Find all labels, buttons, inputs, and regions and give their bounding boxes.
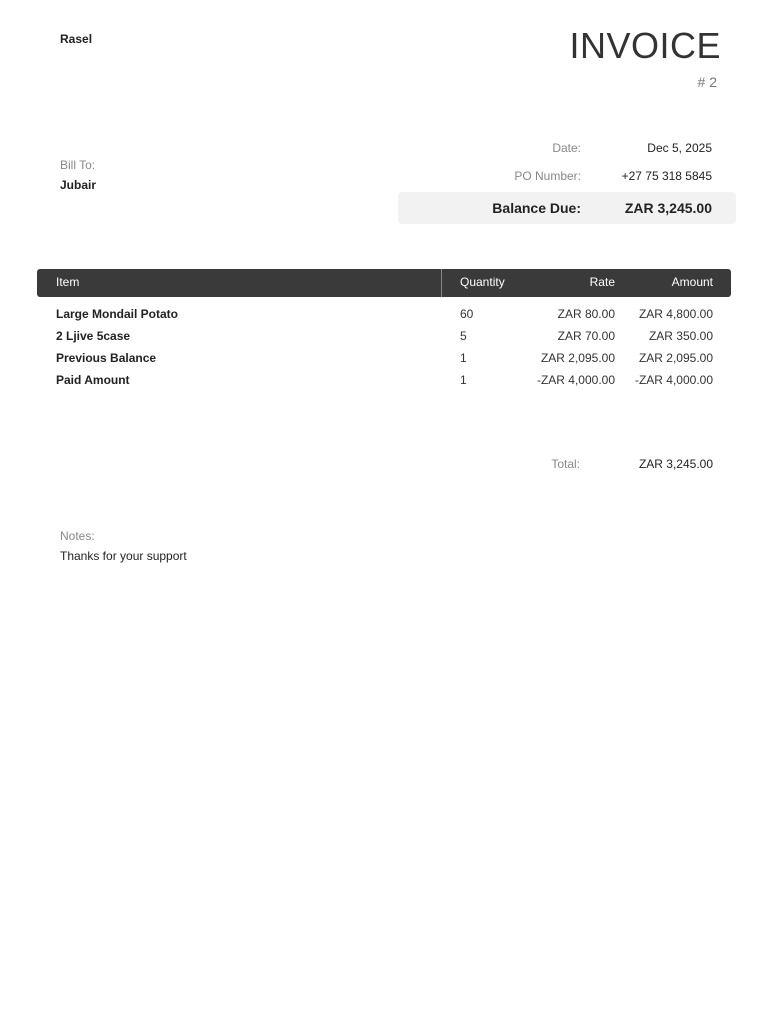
table-row <box>37 370 731 392</box>
bill-to-label: Bill To: <box>60 158 96 172</box>
notes-label: Notes: <box>60 529 95 543</box>
items-table-header <box>37 269 731 297</box>
total-value: ZAR 3,245.00 <box>638 457 713 471</box>
date-label: Date: <box>552 141 581 155</box>
balance-due-value: ZAR 3,245.00 <box>624 200 712 216</box>
sender-name: Rasel <box>60 32 93 46</box>
row-item: Previous Balance <box>56 351 157 365</box>
table-row <box>37 304 731 326</box>
row-rate: ZAR 70.00 <box>557 329 615 343</box>
row-quantity: 1 <box>460 373 467 387</box>
document-title: INVOICE <box>569 25 721 66</box>
table-row <box>37 348 731 370</box>
row-quantity: 5 <box>460 329 467 343</box>
balance-due-label: Balance Due: <box>492 200 581 216</box>
row-item: Large Mondail Potato <box>56 307 179 321</box>
row-amount: -ZAR 4,000.00 <box>634 373 713 387</box>
column-header-rate: Rate <box>589 275 615 289</box>
po-number-row <box>398 162 736 190</box>
date-row <box>398 134 736 162</box>
po-number-value: +27 75 318 5845 <box>621 169 712 183</box>
row-amount: ZAR 350.00 <box>648 329 713 343</box>
row-item: Paid Amount <box>56 373 130 387</box>
column-header-amount: Amount <box>671 275 713 289</box>
invoice-number: # 2 <box>697 74 717 90</box>
row-rate: ZAR 80.00 <box>557 307 615 321</box>
column-header-item: Item <box>56 275 80 289</box>
balance-due-row <box>398 192 736 224</box>
column-header-quantity: Quantity <box>460 275 505 289</box>
table-row <box>37 326 731 348</box>
row-rate: ZAR 2,095.00 <box>540 351 615 365</box>
notes-text: Thanks for your support <box>60 549 187 563</box>
items-table-body <box>37 304 731 392</box>
row-amount: ZAR 4,800.00 <box>638 307 713 321</box>
total-label: Total: <box>551 457 580 471</box>
date-value: Dec 5, 2025 <box>647 141 712 155</box>
po-number-label: PO Number: <box>514 169 581 183</box>
row-amount: ZAR 2,095.00 <box>638 351 713 365</box>
row-rate: -ZAR 4,000.00 <box>536 373 615 387</box>
header-divider <box>441 269 442 297</box>
row-item: 2 Ljive 5case <box>56 329 131 343</box>
bill-to-name: Jubair <box>60 178 97 192</box>
row-quantity: 60 <box>460 307 474 321</box>
row-quantity: 1 <box>460 351 467 365</box>
